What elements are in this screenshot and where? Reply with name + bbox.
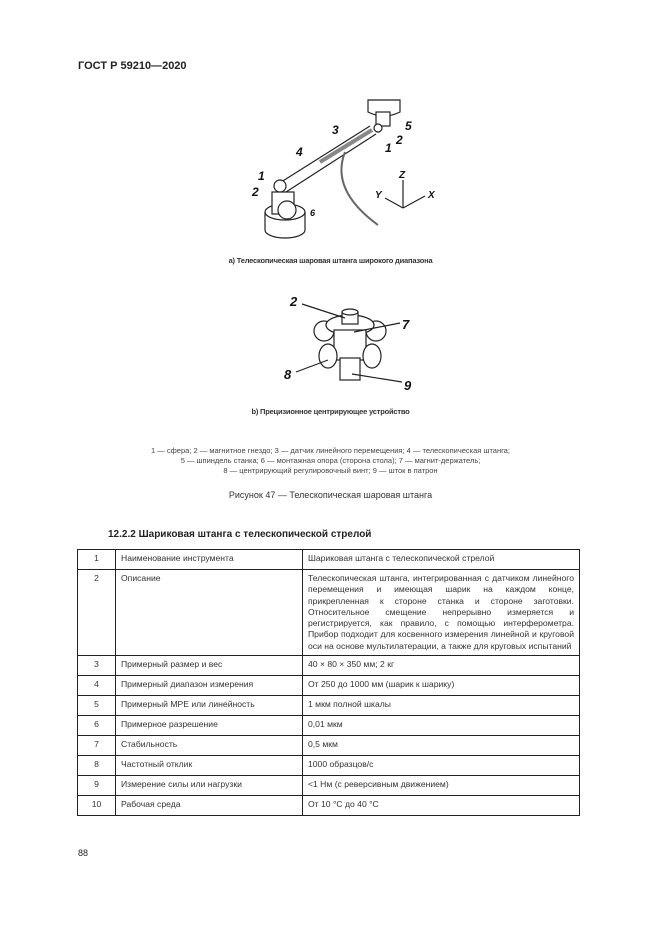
- specification-table: [77, 549, 580, 816]
- parameter-value: 0,5 мкм: [303, 736, 580, 756]
- page-number: 88: [78, 848, 89, 858]
- table-row: [78, 756, 580, 776]
- legend-line: 8 — центрирующий регулировочный винт; 9 — шток в патрон: [223, 466, 438, 475]
- figure-47: [0, 80, 661, 420]
- label: 8: [284, 367, 292, 382]
- figure-title: Рисунок 47 — Телескопическая шаровая штанга: [228, 490, 433, 500]
- legend-line: 1 — сфера; 2 — магнитное гнездо; 3 — датчик линейного перемещения; 4 — телескопическая штанга;: [151, 446, 510, 455]
- table-row: [78, 656, 580, 676]
- table-row: [78, 796, 580, 816]
- parameter-name: Примерный MPE или линейность: [116, 696, 303, 716]
- section-heading: 12.2.2 Шариковая штанга с телескопической стрелой: [108, 529, 372, 540]
- label: 2: [290, 294, 298, 309]
- label: 1: [385, 141, 392, 155]
- table-row: [78, 716, 580, 736]
- parameter-name: Описание: [116, 570, 303, 656]
- figure-legend: [0, 446, 661, 476]
- label: 2: [252, 185, 259, 199]
- row-number: 10: [78, 796, 116, 816]
- parameter-value: От 250 до 1000 мм (шарик к шарику): [303, 676, 580, 696]
- row-number: 1: [78, 550, 116, 570]
- table-row: [78, 776, 580, 796]
- document-header: ГОСТ Р 59210—2020: [78, 60, 187, 72]
- parameter-name: Примерное разрешение: [116, 716, 303, 736]
- label: 1: [258, 169, 265, 183]
- row-number: 6: [78, 716, 116, 736]
- table-row: [78, 696, 580, 716]
- row-number: 9: [78, 776, 116, 796]
- parameter-value: Шариковая штанга с телескопической стрелой: [303, 550, 580, 570]
- label: 5: [405, 119, 412, 133]
- parameter-value: 1 мкм полной шкалы: [303, 696, 580, 716]
- parameter-name: Измерение силы или нагрузки: [116, 776, 303, 796]
- telescopic-ballbar-drawing: [265, 100, 425, 238]
- parameter-value: 1000 образцов/с: [303, 756, 580, 776]
- row-number: 2: [78, 570, 116, 656]
- label: 3: [332, 123, 339, 137]
- parameter-value: 40 × 80 × 350 мм; 2 кг: [303, 656, 580, 676]
- parameter-name: Наименование инструмента: [116, 550, 303, 570]
- label: 4: [296, 145, 303, 159]
- label: 6: [310, 208, 316, 218]
- centering-device-drawing: [296, 304, 402, 382]
- row-number: 3: [78, 656, 116, 676]
- table-row: [78, 736, 580, 756]
- parameter-name: Стабильность: [116, 736, 303, 756]
- row-number: 5: [78, 696, 116, 716]
- axis-label: X: [428, 190, 435, 201]
- legend-line: 5 — шпиндель станка; 6 — монтажная опора (сторона стола); 7 — магнит-держатель;: [180, 456, 481, 465]
- parameter-name: Частотный отклик: [116, 756, 303, 776]
- table-row: [78, 550, 580, 570]
- label: 9: [404, 378, 412, 393]
- axis-label: Y: [375, 190, 382, 201]
- parameter-value: Телескопическая штанга, интегрированная с датчиком линейного перемещения и имеющая шарик на каждом конце, прикрепленная к стороне станка и стороне заготовки. Относительное смещение непрерывно измеряется и регистрируется, как правило, с помощью интерферометра. Прибор подходит для косвенного измерения линейной и круговой оси на основе мультилатерации, а также для круговых испытаний: [303, 570, 580, 656]
- label: 7: [402, 317, 410, 332]
- parameter-name: Примерный диапазон измерения: [116, 676, 303, 696]
- axis-label: Z: [399, 170, 406, 181]
- parameter-name: Примерный размер и вес: [116, 656, 303, 676]
- parameter-name: Рабочая среда: [116, 796, 303, 816]
- figure-caption-b: b) Прецизионное центрирующее устройство: [251, 407, 410, 416]
- label: 2: [396, 133, 403, 147]
- parameter-value: От 10 °С до 40 °С: [303, 796, 580, 816]
- table-row: [78, 570, 580, 656]
- table-row: [78, 676, 580, 696]
- figure-caption-a: a) Телескопическая шаровая штанга широкого диапазона: [228, 256, 433, 265]
- row-number: 4: [78, 676, 116, 696]
- row-number: 7: [78, 736, 116, 756]
- parameter-value: 0,01 мкм: [303, 716, 580, 736]
- parameter-value: <1 Нм (с реверсивным движением): [303, 776, 580, 796]
- row-number: 8: [78, 756, 116, 776]
